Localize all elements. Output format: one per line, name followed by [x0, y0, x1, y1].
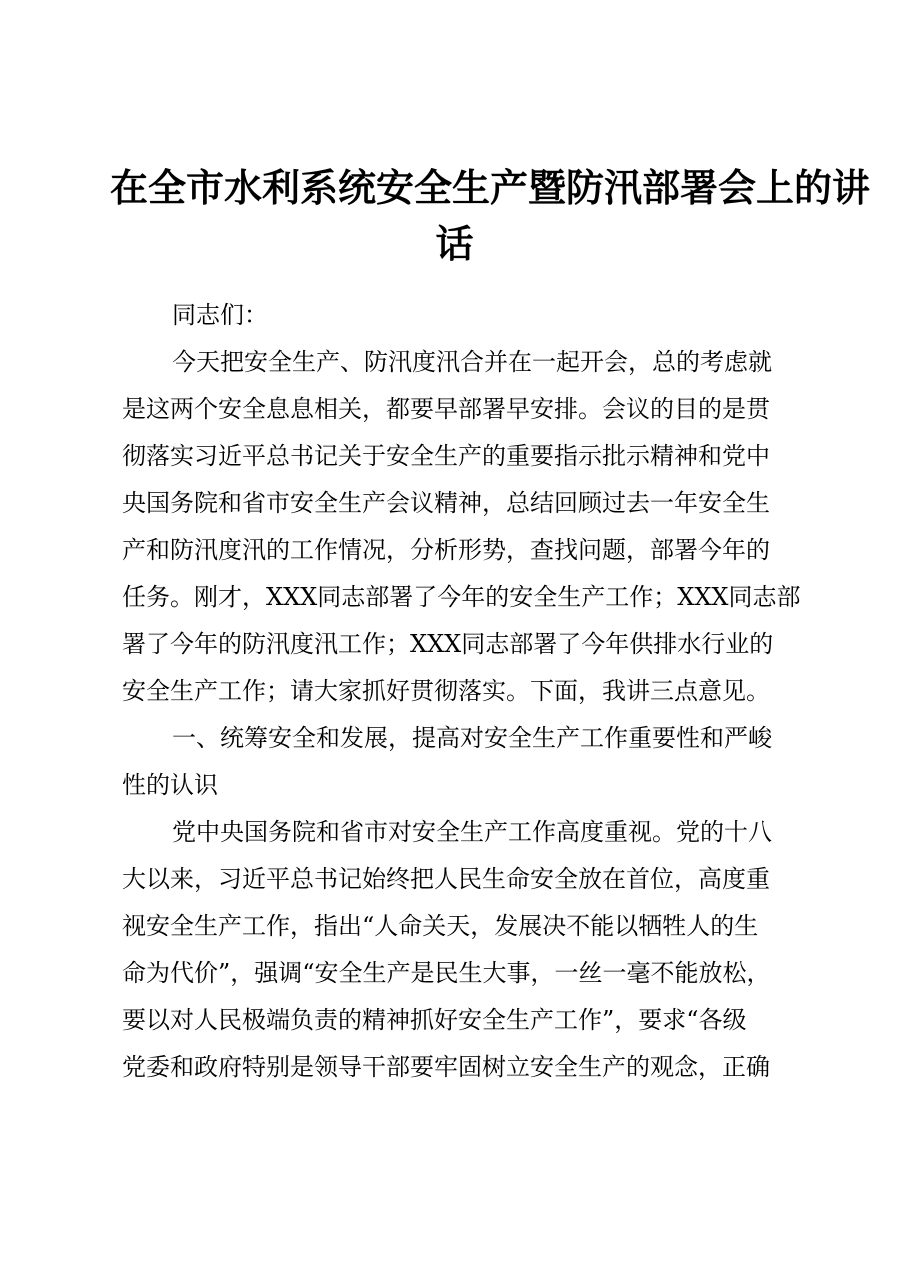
body-text-line: 大以来，习近平总书记始终把人民生命安全放在首位，高度重 [122, 865, 770, 893]
body-text-line: 产和防汛度汛的工作情况，分析形势，查找问题，部署今年的 [122, 536, 770, 564]
title-line: 在全市水利系统安全生产暨防汛部署会上的讲 [110, 165, 871, 210]
title-line: 话 [435, 221, 474, 266]
body-text-line: 彻落实习近平总书记关于安全生产的重要指示批示精神和党中 [122, 442, 770, 470]
body-text-line: 署了今年的防汛度汛工作；XXX同志部署了今年供排水行业的 [122, 630, 774, 658]
body-text-line: 安全生产工作；请大家抓好贯彻落实。下面，我讲三点意见。 [122, 677, 770, 705]
body-text-line: 是这两个安全息息相关，都要早部署早安排。会议的目的是贯 [122, 395, 770, 423]
body-text-line: 党委和政府特别是领导干部要牢固树立安全生产的观念，正确 [122, 1053, 770, 1081]
document-title [110, 160, 871, 272]
body-text-line: 同志们： [172, 301, 268, 329]
document-body [122, 292, 801, 1091]
body-text-line: 命为代价”，强调“安全生产是民生大事，一丝一毫不能放松， [122, 959, 771, 987]
body-text-line: 党中央国务院和省市对安全生产工作高度重视。党的十八 [172, 818, 772, 846]
body-text-line: 一、统筹安全和发展，提高对安全生产工作重要性和严峻 [172, 724, 772, 752]
body-text-line: 视安全生产工作，指出“人命关天，发展决不能以牺牲人的生 [122, 912, 759, 940]
body-text-line: 任务。刚才，XXX同志部署了今年的安全生产工作；XXX同志部 [122, 583, 801, 611]
body-text-line: 要以对人民极端负责的精神抓好安全生产工作”，要求“各级 [122, 1006, 747, 1034]
body-text-line: 今天把安全生产、防汛度汛合并在一起开会，总的考虑就 [172, 348, 772, 376]
body-text-line: 性的认识 [122, 771, 218, 799]
body-text-line: 央国务院和省市安全生产会议精神，总结回顾过去一年安全生 [122, 489, 770, 517]
